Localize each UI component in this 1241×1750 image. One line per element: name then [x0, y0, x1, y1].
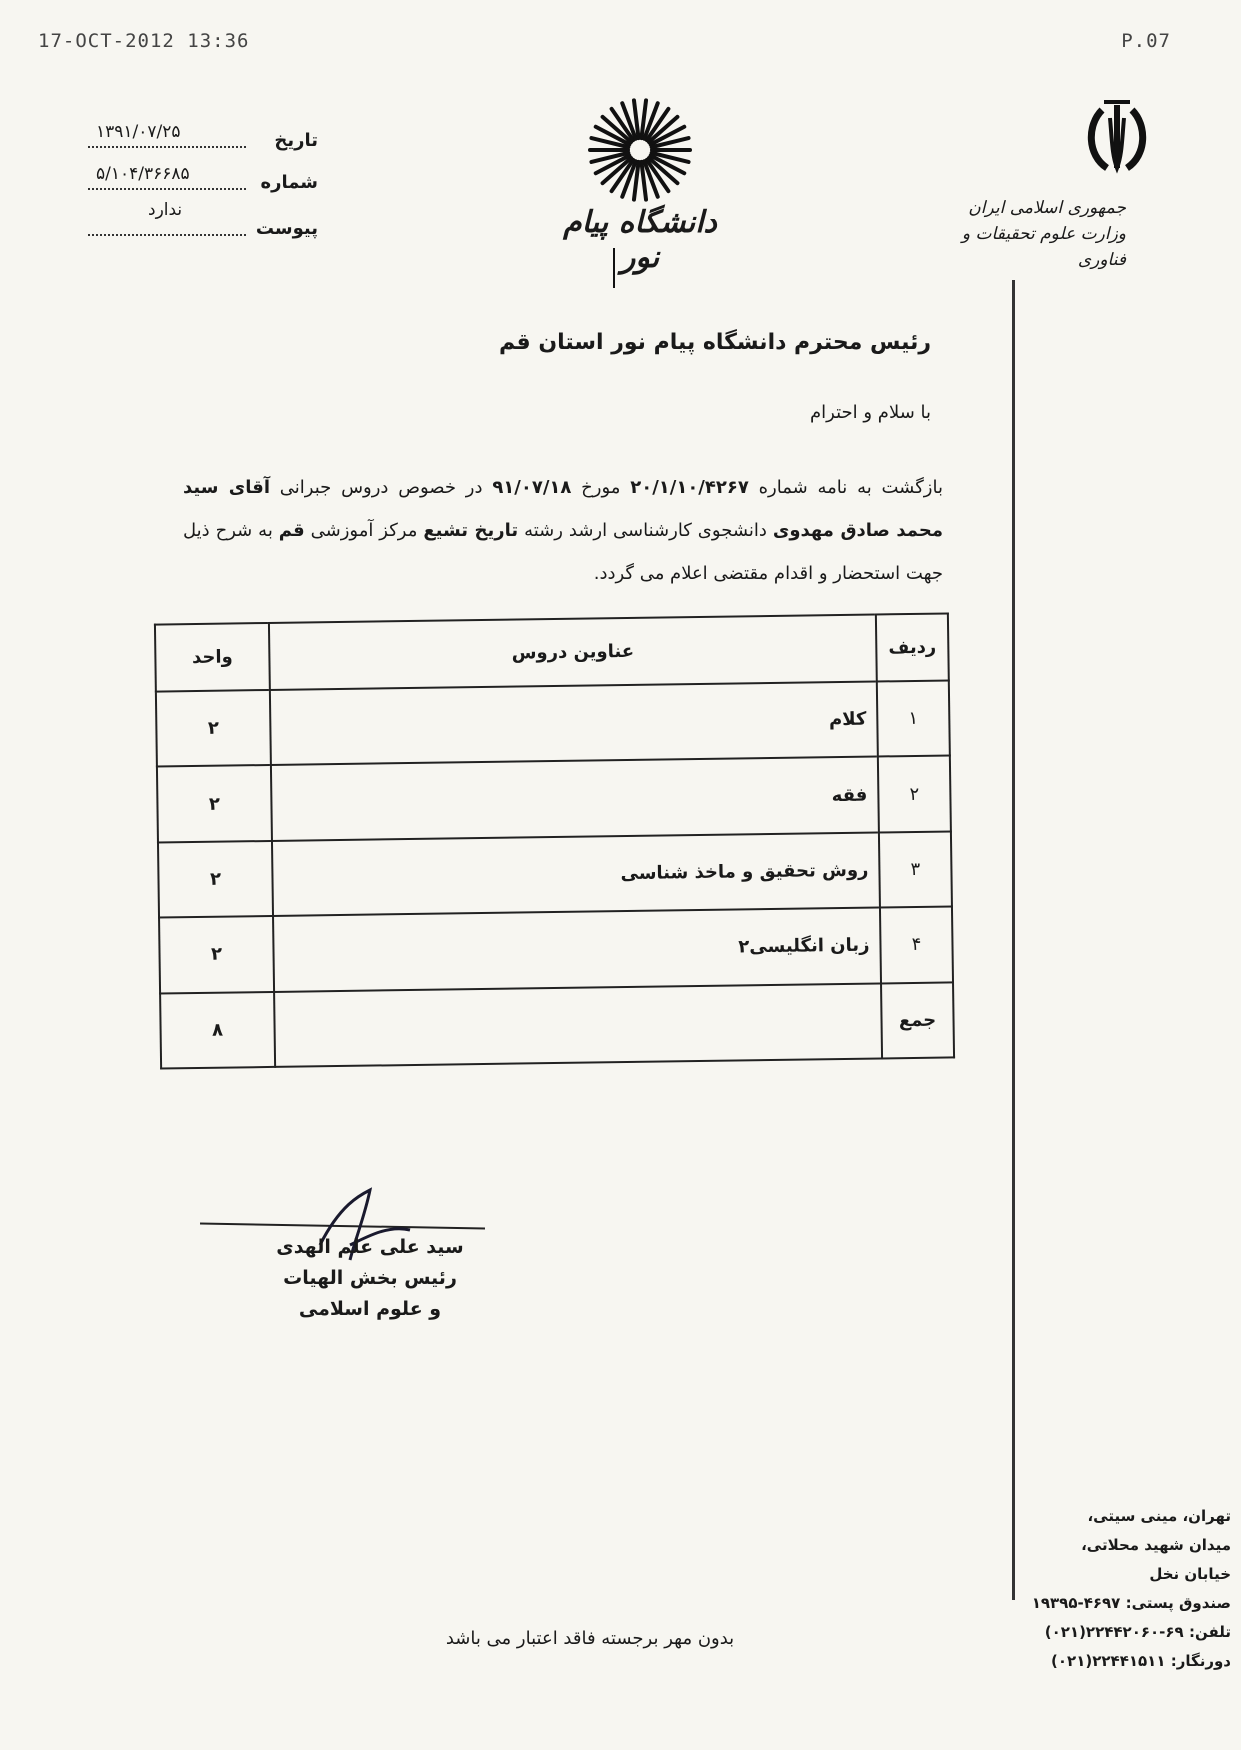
letter-recipient: رئیس محترم دانشگاه پیام نور استان قم — [499, 330, 931, 355]
row-number: ۱ — [877, 680, 950, 756]
signer-title-1: رئیس بخش الهیات — [283, 1267, 457, 1289]
row-number: ۲ — [878, 756, 951, 832]
table-header-row — [155, 613, 949, 691]
total-label: جمع — [881, 982, 954, 1058]
signature-block — [255, 1232, 485, 1325]
attachment-label: پیوست — [255, 218, 318, 239]
number-label: شماره — [260, 172, 318, 193]
course-title: فقه — [271, 757, 879, 841]
header-course-title: عناوین دروس — [269, 614, 877, 689]
table-row — [158, 831, 952, 917]
course-units: ۲ — [158, 841, 273, 918]
validity-note: بدون مهر برجسته فاقد اعتبار می باشد — [445, 1628, 735, 1649]
date-value: ۱۳۹۱/۰۷/۲۵ — [96, 122, 181, 142]
table-row — [159, 907, 953, 993]
table-row — [157, 756, 951, 842]
course-units: ۲ — [159, 916, 274, 993]
date-label: تاریخ — [274, 130, 318, 151]
table-row — [156, 680, 950, 766]
header-row-number: ردیف — [876, 613, 949, 681]
margin-divider — [1012, 280, 1015, 1600]
row-number: ۴ — [880, 907, 953, 983]
ministry-line-2: وزارت علوم تحقیقات و فناوری — [961, 224, 1126, 270]
signer-title-2: و علوم اسلامی — [298, 1298, 442, 1320]
address-line: میدان شهید محلاتی، — [1081, 1536, 1231, 1554]
row-number: ۳ — [879, 831, 952, 907]
table-total-row — [160, 982, 954, 1068]
address-block — [1026, 1502, 1231, 1676]
courses-table — [154, 612, 955, 1069]
letter-body: بازگشت به نامه شماره ۲۰/۱/۱۰/۴۲۶۷ مورخ ۹۱/۰۷/۱۸ در خصوص دروس جبرانی آقای سید محمد صادق مهدوی دانشجوی کارشناسی ارشد رشته تاریخ تشیع مرکز آموزشی قم به شرح ذیل جهت استحضار و اقدام مقتضی اعلام می گردد. — [183, 477, 943, 584]
ministry-name — [926, 195, 1126, 273]
total-units: ۸ — [160, 992, 275, 1069]
fax-timestamp: 17-OCT-2012 13:36 — [38, 30, 250, 52]
address-line: تهران، مینی سیتی، — [1087, 1507, 1231, 1525]
fax-page-number: P.07 — [1121, 30, 1171, 52]
iran-emblem-icon — [1082, 100, 1152, 180]
date-field — [88, 122, 318, 158]
university-sunburst-logo — [580, 95, 700, 205]
logo-stem — [613, 248, 615, 288]
course-title: کلام — [270, 682, 878, 766]
attachment-value: ندارد — [148, 200, 183, 220]
total-empty-cell — [274, 983, 882, 1067]
address-line: دورنگار: ۲۲۴۴۱۵۱۱(۰۲۱) — [1051, 1652, 1231, 1670]
university-logo-text: دانشگاه پیام نور — [563, 205, 717, 275]
signer-name: سید علی علم الهدی — [276, 1236, 464, 1258]
course-units: ۲ — [157, 765, 272, 842]
course-units: ۲ — [156, 690, 271, 767]
address-line: خیابان نخل — [1149, 1565, 1231, 1583]
course-title: زبان انگلیسی۲ — [273, 908, 881, 992]
letter-greeting: با سلام و احترام — [810, 402, 931, 423]
address-line: تلفن: ۶۹-۲۲۴۴۲۰۶۰(۰۲۱) — [1044, 1623, 1231, 1641]
number-field — [88, 164, 318, 200]
header-units: واحد — [155, 623, 270, 692]
ministry-line-1: جمهوری اسلامی ایران — [968, 198, 1126, 218]
course-title: روش تحقیق و ماخذ شناسی — [272, 832, 880, 916]
address-line: صندوق پستی: ۴۶۹۷-۱۹۳۹۵ — [1031, 1594, 1231, 1612]
attachment-field — [88, 200, 318, 246]
number-value: ۵/۱۰۴/۳۶۶۸۵ — [96, 164, 190, 184]
